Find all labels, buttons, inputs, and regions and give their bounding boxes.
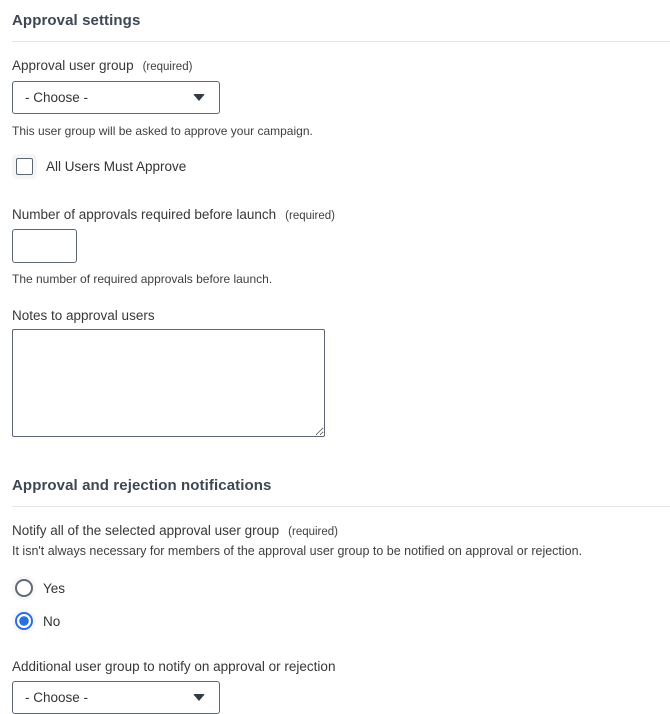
radio-halo xyxy=(12,576,36,600)
additional-group-select-value: - Choose - xyxy=(25,690,89,705)
number-of-approvals-label: Number of approvals required before launch xyxy=(12,207,277,222)
number-of-approvals-help: The number of required approvals before launch. xyxy=(12,272,273,286)
section-title-approval-settings: Approval settings xyxy=(12,12,141,29)
all-users-must-approve-label[interactable]: All Users Must Approve xyxy=(46,159,187,174)
approval-user-group-select[interactable] xyxy=(12,81,220,114)
all-users-must-approve-row xyxy=(12,154,670,179)
section-title-notifications: Approval and rejection notifications xyxy=(12,477,272,494)
notify-all-description: It isn't always necessary for members of the approval user group to be notified on approval or rejection. xyxy=(12,544,583,558)
notify-all-label-row xyxy=(12,523,670,538)
approval-user-group-label: Approval user group xyxy=(12,58,134,73)
notify-yes-radio[interactable] xyxy=(15,579,33,597)
approval-user-group-help: This user group will be asked to approve your campaign. xyxy=(12,124,313,138)
checkbox-halo xyxy=(12,154,37,179)
chevron-down-icon xyxy=(193,94,205,101)
approval-user-group-select-value: - Choose - xyxy=(25,90,89,105)
radio-row-no xyxy=(12,609,670,633)
notes-label-row xyxy=(12,308,670,323)
radio-halo xyxy=(12,609,36,633)
notify-all-label: Notify all of the selected approval user group xyxy=(12,523,280,538)
required-indicator: (required) xyxy=(142,61,193,73)
notify-no-radio[interactable] xyxy=(15,612,33,630)
required-indicator: (required) xyxy=(288,526,339,538)
approval-user-group-label-row xyxy=(12,58,670,73)
notes-textarea[interactable] xyxy=(12,329,325,437)
section-divider xyxy=(12,41,670,42)
required-indicator: (required) xyxy=(285,210,336,222)
notify-all-radio-group xyxy=(12,576,670,633)
number-of-approvals-input[interactable] xyxy=(12,229,77,263)
section-divider xyxy=(12,506,670,507)
radio-row-yes xyxy=(12,576,670,600)
additional-group-label: Additional user group to notify on approval or rejection xyxy=(12,659,336,674)
all-users-must-approve-checkbox[interactable] xyxy=(16,158,33,175)
notify-no-label[interactable]: No xyxy=(43,613,61,629)
notify-yes-label[interactable]: Yes xyxy=(43,580,66,596)
number-of-approvals-label-row xyxy=(12,207,670,222)
notes-label: Notes to approval users xyxy=(12,308,155,323)
additional-group-label-row xyxy=(12,659,670,674)
